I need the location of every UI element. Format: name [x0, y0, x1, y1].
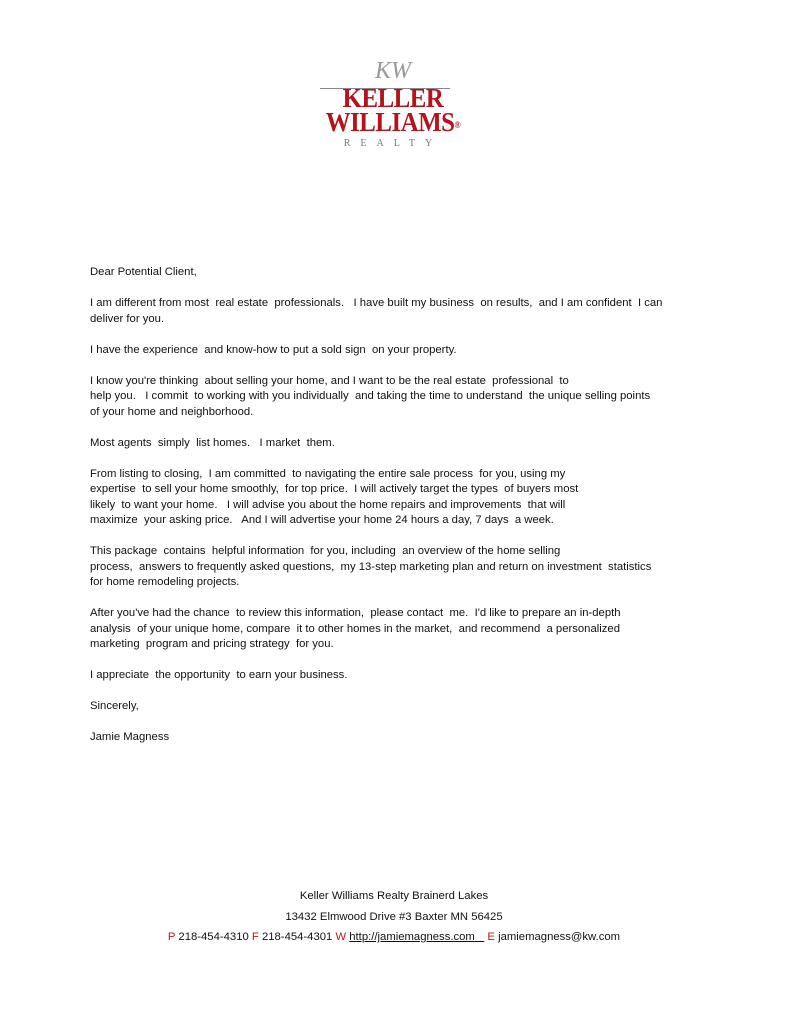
paragraph-line: for home remodeling projects. — [90, 576, 240, 588]
paragraph-line: I appreciate the opportunity to earn your business. — [90, 669, 348, 681]
paragraph-line: I know you're thinking about selling your home, and I want to be the real estate professional to — [90, 374, 569, 387]
email-address: jamiemagness@kw.com — [498, 931, 621, 943]
paragraph — [90, 343, 720, 359]
letter-body — [90, 265, 720, 761]
paragraph-line: I am different from most real estate professionals. I have built my business on results, and I am confident I can — [90, 297, 663, 309]
paragraph-line: After you've had the chance to review this information, please contact me. I'd like to prepare an in-depth — [90, 607, 621, 619]
paragraph-line: From listing to closing, I am committed to navigating the entire sale process for you, using my — [90, 467, 566, 480]
paragraph — [90, 374, 720, 421]
paragraph-line: help you. I commit to working with you individually and taking the time to understand the unique selling points — [90, 390, 651, 402]
paragraph-line: likely to want your home. I will advise you about the home repairs and improvements that will — [90, 498, 566, 511]
logo-keller: KELLER — [342, 83, 444, 113]
web-label: W — [335, 931, 347, 943]
fax-number: 218-454-4301 — [261, 931, 333, 943]
paragraph-line: marketing program and pricing strategy for you. — [90, 638, 334, 650]
keller-williams-logo — [318, 58, 468, 158]
logo-williams — [324, 107, 462, 137]
registered-mark: ® — [454, 119, 461, 130]
paragraph-line: process, answers to frequently asked questions, my 13-step marketing plan and return on investment statistics — [90, 560, 652, 573]
paragraph-line: analysis of your unique home, compare it to other homes in the market, and recommend a personalized — [90, 622, 620, 635]
salutation: Dear Potential Client, — [90, 266, 197, 278]
kw-monogram: KW — [375, 58, 411, 84]
paragraph — [90, 544, 720, 591]
logo-realty: REALTY — [343, 137, 443, 149]
paragraph-line: This package contains helpful information for you, including an overview of the home selling — [90, 545, 561, 557]
website-link[interactable]: http://jamiemagness.com — [349, 931, 475, 943]
phone-number: 218-454-4310 — [178, 931, 249, 943]
paragraph-line: deliver for you. — [90, 312, 165, 325]
contact-line — [0, 927, 788, 948]
paragraph — [90, 699, 720, 715]
paragraph-line: of your home and neighborhood. — [90, 405, 254, 418]
office-name: Keller Williams Realty Brainerd Lakes — [299, 890, 489, 902]
fax-label: F — [251, 931, 259, 943]
email-label: E — [487, 931, 495, 943]
paragraph — [90, 467, 720, 529]
paragraph — [90, 606, 720, 653]
office-address: 13432 Elmwood Drive #3 Baxter MN 56425 — [285, 910, 503, 923]
footer — [0, 886, 788, 948]
paragraph-line: Most agents simply list homes. I market them. — [90, 436, 335, 449]
paragraph-line: Jamie Magness — [90, 731, 170, 743]
paragraph-line: maximize your asking price. And I will advertise your home 24 hours a day, 7 days a week. — [90, 514, 554, 526]
paragraph-line: expertise to sell your home smoothly, for top price. I will actively target the types of buyers most — [90, 483, 579, 495]
paragraph — [90, 668, 720, 684]
paragraph-line: I have the experience and know-how to put a sold sign on your property. — [90, 343, 457, 356]
phone-label: P — [167, 931, 176, 943]
paragraph — [90, 436, 720, 452]
logo-williams-text: WILLIAMS — [325, 107, 455, 137]
paragraph — [90, 296, 720, 327]
paragraph — [90, 730, 720, 746]
paragraph-line: Sincerely, — [90, 700, 139, 712]
